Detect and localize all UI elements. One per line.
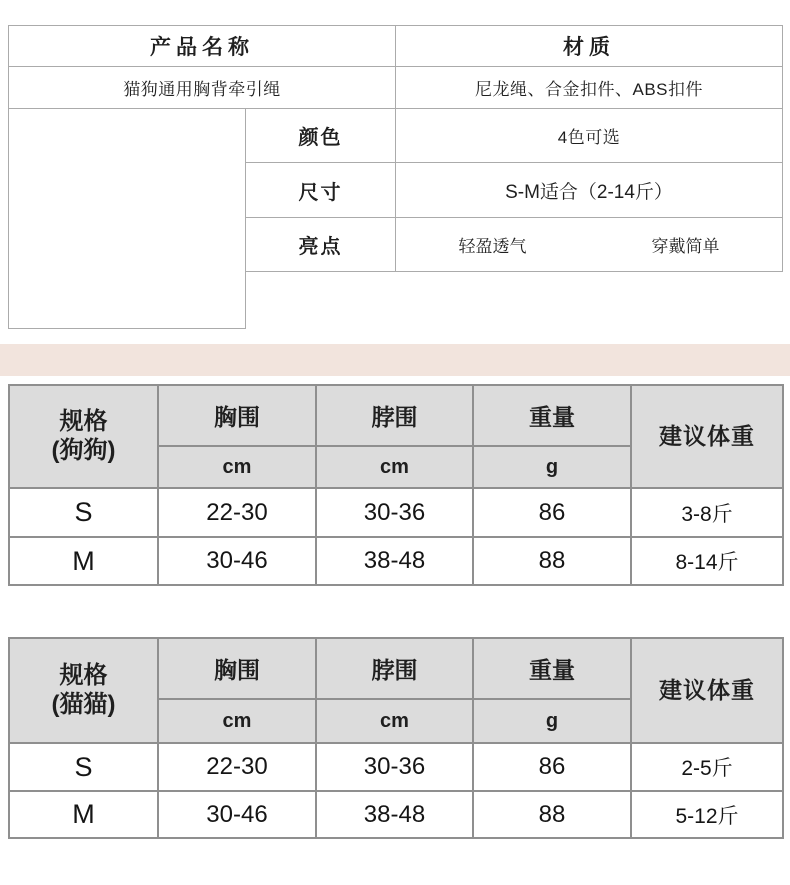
suggest-weight-value: 8-14斤 — [632, 538, 784, 586]
chest-unit-label: cm — [159, 700, 317, 744]
size-cell: S — [10, 744, 159, 792]
dog-size-table — [8, 384, 784, 586]
weight-unit-label: g — [474, 447, 632, 489]
chest-value: 30-46 — [159, 792, 317, 839]
size-cell: S — [10, 489, 159, 538]
dog-table-corner-label — [10, 386, 159, 489]
weight-column-header: 重量 — [474, 386, 632, 447]
cat-table-corner-label — [10, 639, 159, 744]
suggest-weight-header: 建议体重 — [632, 386, 784, 489]
suggest-weight-value: 3-8斤 — [632, 489, 784, 538]
product-name-header: 产品名称 — [9, 26, 396, 67]
spec-label-line2: (狗狗) — [51, 436, 116, 464]
material-header: 材质 — [396, 26, 783, 67]
highlight-value-2: 穿戴简单 — [651, 237, 720, 256]
size-value: S-M适合（2-14斤） — [396, 163, 783, 218]
neck-value: 38-48 — [317, 792, 474, 839]
spec-label-line1: 规格 — [59, 408, 108, 436]
spec-label-line1: 规格 — [59, 662, 108, 690]
weight-column-header: 重量 — [474, 639, 632, 700]
product-name-value: 猫狗通用胸背牵引绳 — [9, 67, 396, 109]
product-info-table — [8, 25, 783, 329]
suggest-weight-header: 建议体重 — [632, 639, 784, 744]
neck-unit-label: cm — [317, 700, 474, 744]
chest-value: 22-30 — [159, 744, 317, 792]
weight-value: 88 — [474, 538, 632, 586]
weight-value: 88 — [474, 792, 632, 839]
weight-value: 86 — [474, 489, 632, 538]
neck-column-header: 脖围 — [317, 386, 474, 447]
cat-size-table — [8, 637, 784, 839]
neck-unit-label: cm — [317, 447, 474, 489]
suggest-weight-value: 2-5斤 — [632, 744, 784, 792]
weight-value: 86 — [474, 744, 632, 792]
suggest-weight-value: 5-12斤 — [632, 792, 784, 839]
highlight-label: 亮点 — [246, 218, 396, 272]
size-cell: M — [10, 538, 159, 586]
neck-value: 30-36 — [317, 489, 474, 538]
size-cell: M — [10, 792, 159, 839]
weight-unit-label: g — [474, 700, 632, 744]
chest-unit-label: cm — [159, 447, 317, 489]
neck-value: 38-48 — [317, 538, 474, 586]
highlight-value-1: 轻盈透气 — [458, 237, 527, 256]
empty-image-cell — [9, 109, 246, 329]
neck-column-header: 脖围 — [317, 639, 474, 700]
chest-column-header: 胸围 — [159, 639, 317, 700]
color-value: 4色可选 — [396, 109, 783, 163]
color-label: 颜色 — [246, 109, 396, 163]
chest-value: 22-30 — [159, 489, 317, 538]
material-value: 尼龙绳、合金扣件、ABS扣件 — [396, 67, 783, 109]
size-label: 尺寸 — [246, 163, 396, 218]
spec-label-line2: (猫猫) — [51, 690, 116, 718]
neck-value: 30-36 — [317, 744, 474, 792]
chest-column-header: 胸围 — [159, 386, 317, 447]
pink-divider-band — [0, 344, 790, 376]
chest-value: 30-46 — [159, 538, 317, 586]
highlight-values — [396, 218, 783, 272]
